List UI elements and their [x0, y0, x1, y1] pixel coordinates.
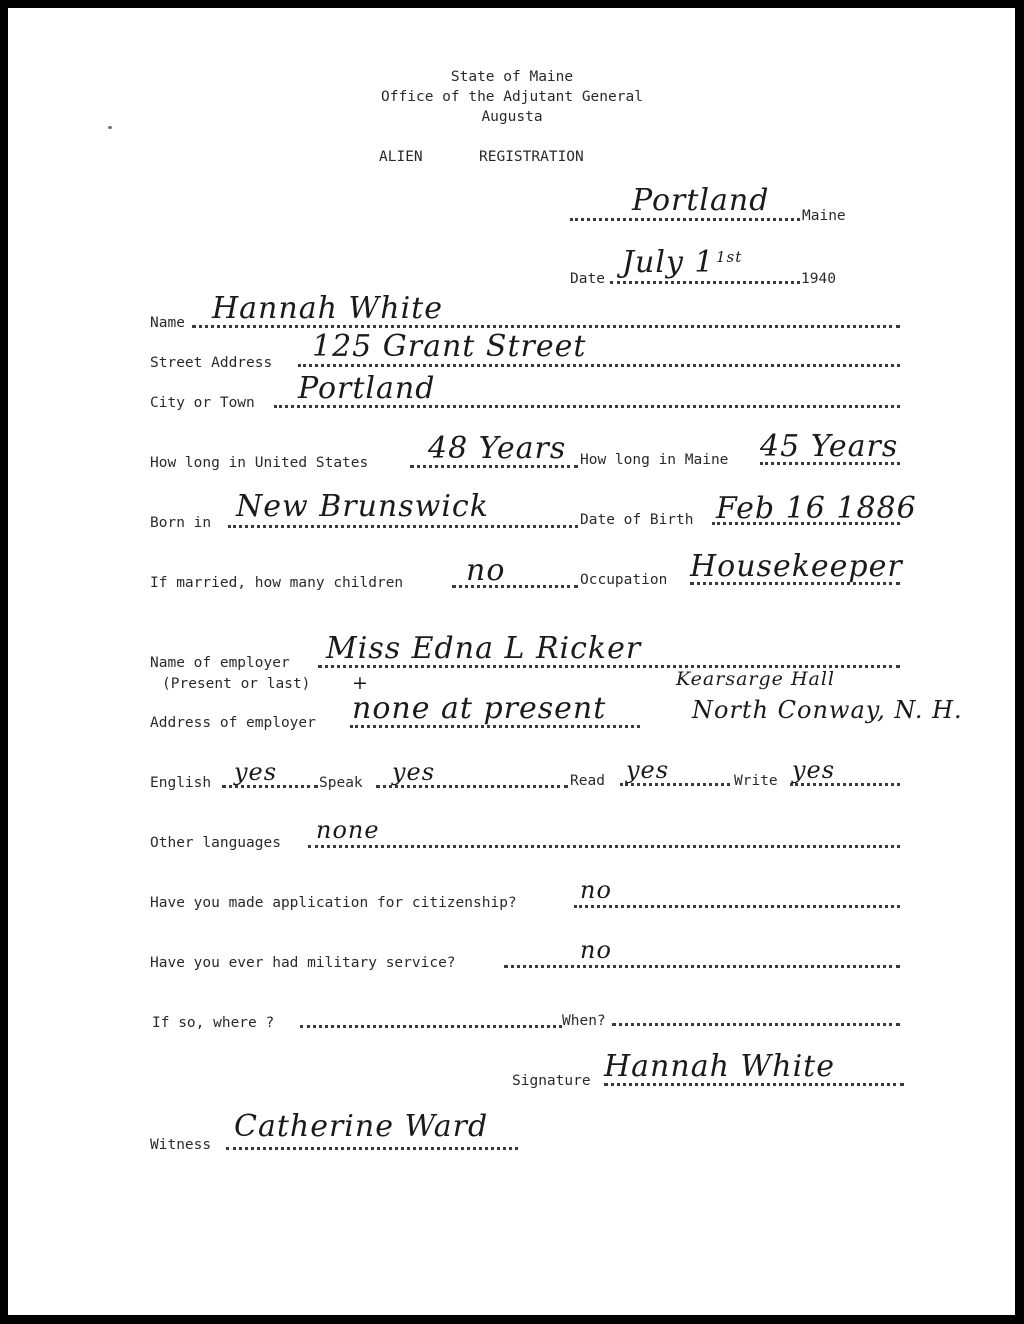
read-label: Read	[570, 773, 605, 789]
write-value: yes	[792, 756, 836, 784]
witness-value: Catherine Ward	[234, 1109, 489, 1144]
employer-address-value: none at present	[352, 691, 607, 726]
place-value: Portland	[632, 183, 770, 218]
years-maine-label: How long in Maine	[580, 452, 729, 468]
when-dots	[612, 1023, 900, 1026]
citizenship-dots	[574, 905, 900, 908]
employer-address-annotation-1: Kearsarge Hall	[676, 668, 835, 690]
employer-mark: +	[352, 672, 369, 694]
date-superscript: 1st	[716, 248, 743, 266]
date-dots	[610, 281, 800, 284]
header-office: Office of the Adjutant General	[381, 89, 643, 105]
header-city: Augusta	[481, 109, 543, 125]
city-label: City or Town	[150, 395, 255, 411]
street-address-label: Street Address	[150, 355, 273, 371]
citizenship-value: no	[580, 876, 612, 904]
read-value: yes	[626, 756, 670, 784]
children-label: If married, how many children	[150, 575, 404, 591]
when-label: When?	[562, 1013, 606, 1029]
date-label: Date	[570, 271, 605, 287]
street-address-value: 125 Grant Street	[312, 329, 587, 364]
place-dots	[570, 218, 800, 221]
occupation-label: Occupation	[580, 572, 668, 588]
where-label: If so, where ?	[152, 1015, 275, 1031]
speak-value: yes	[392, 758, 436, 786]
speak-label: Speak	[319, 775, 363, 791]
occupation-value: Housekeeper	[690, 549, 903, 584]
other-languages-dots	[308, 845, 900, 848]
other-languages-value: none	[316, 816, 380, 844]
scan-border-bottom	[0, 1315, 1024, 1324]
years-us-value: 48 Years	[428, 431, 567, 466]
city-value: Portland	[298, 371, 436, 406]
date-of-birth-value: Feb 16 1886	[716, 491, 917, 526]
place-label: Maine	[802, 208, 846, 224]
header-state: State of Maine	[450, 69, 574, 85]
born-in-dots	[228, 525, 578, 528]
header-registration: REGISTRATION	[479, 149, 584, 165]
employer-sublabel: (Present or last)	[162, 676, 311, 692]
english-label: English	[150, 775, 212, 791]
name-value: Hannah White	[212, 291, 443, 326]
born-in-label: Born in	[150, 515, 212, 531]
date-year: 1940	[801, 271, 836, 287]
date-of-birth-label: Date of Birth	[580, 512, 694, 528]
scan-border-top	[0, 0, 1024, 8]
scan-border-left	[0, 0, 8, 1324]
street-address-dots	[298, 364, 900, 367]
scan-border-right	[1015, 0, 1024, 1324]
english-value: yes	[234, 758, 278, 786]
citizenship-label: Have you made application for citizenship?	[150, 895, 517, 911]
signature-value: Hannah White	[604, 1049, 835, 1084]
date-value: July 1	[622, 245, 715, 280]
other-languages-label: Other languages	[150, 835, 281, 851]
employer-address-annotation-2: North Conway, N. H.	[692, 696, 963, 724]
write-label: Write	[734, 773, 778, 789]
where-dots	[300, 1025, 562, 1028]
header-alien: ALIEN	[379, 149, 423, 165]
employer-value: Miss Edna L Ricker	[326, 631, 642, 666]
born-in-value: New Brunswick	[236, 489, 489, 524]
years-maine-value: 45 Years	[760, 429, 899, 464]
name-label: Name	[150, 315, 185, 331]
employer-label: Name of employer	[150, 655, 290, 671]
years-us-label: How long in United States	[150, 455, 369, 471]
children-value: no	[466, 553, 506, 588]
military-label: Have you ever had military service?	[150, 955, 456, 971]
military-dots	[504, 965, 900, 968]
military-value: no	[580, 936, 612, 964]
witness-label: Witness	[150, 1137, 212, 1153]
scan-speck	[108, 126, 112, 129]
signature-label: Signature	[512, 1073, 591, 1089]
employer-address-label: Address of employer	[150, 715, 316, 731]
witness-dots	[226, 1147, 518, 1150]
